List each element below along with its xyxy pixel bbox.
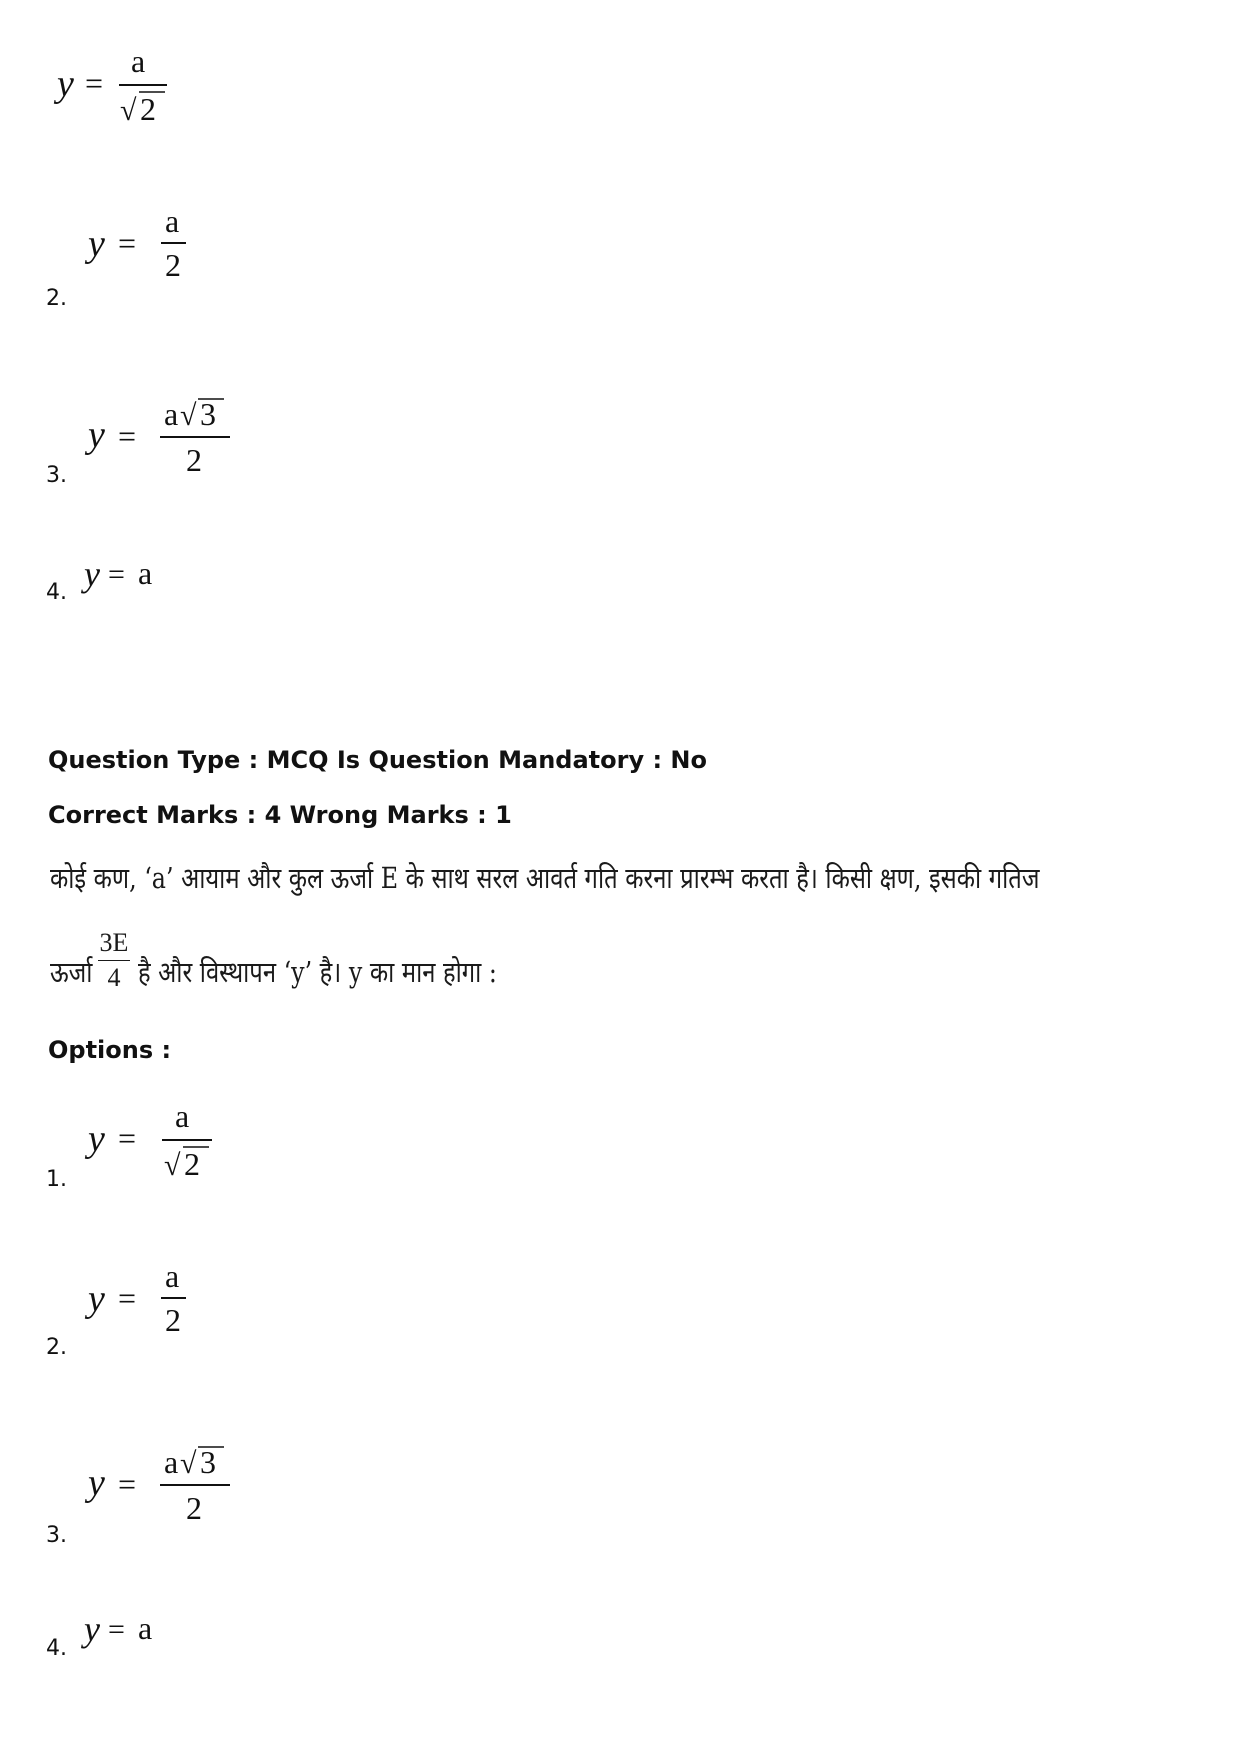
rhs-value: a xyxy=(138,1610,153,1646)
equals-sign: = xyxy=(118,225,137,261)
top-option-4-number: 4. xyxy=(46,580,67,605)
option-1-formula xyxy=(82,1095,222,1190)
question-text-line-1: कोई कण, ‘a’ आयाम और कुल ऊर्जा E के साथ सरल आवर्त गति करना प्रारम्भ करता है। किसी क्षण, इसकी गतिज xyxy=(50,861,1040,895)
fraction-denominator: 2 xyxy=(165,247,181,283)
equals-sign: = xyxy=(85,65,104,101)
radical-sign: √ xyxy=(180,1447,197,1480)
radical-sign: √ xyxy=(120,94,137,127)
option-3-number: 3. xyxy=(46,1523,67,1548)
option-2-formula xyxy=(82,1255,202,1345)
question-text-line-2-prefix: ऊर्जा xyxy=(50,955,93,989)
lhs-variable: y xyxy=(84,1609,100,1649)
fraction-denominator: 2 xyxy=(184,1146,200,1182)
top-option-2-number: 2. xyxy=(46,286,67,311)
fraction-denominator: 2 xyxy=(165,1302,181,1338)
equals-sign: = xyxy=(118,1280,137,1316)
lhs-variable: y xyxy=(88,223,105,265)
fraction-denominator: 2 xyxy=(186,1490,202,1526)
lhs-variable: y xyxy=(84,554,100,594)
lhs-variable: y xyxy=(57,63,74,105)
energy-fraction-numerator: 3E xyxy=(99,928,129,957)
top-option-4-formula xyxy=(82,550,182,600)
option-1-number: 1. xyxy=(46,1167,67,1192)
radicand: 3 xyxy=(200,1444,216,1480)
equals-sign: = xyxy=(118,1120,137,1156)
options-label: Options : xyxy=(48,1036,172,1064)
rhs-value: a xyxy=(138,555,153,591)
fraction-numerator: a xyxy=(164,1444,179,1480)
radicand: 3 xyxy=(200,396,216,432)
equals-sign: = xyxy=(118,1466,137,1502)
top-option-3-number: 3. xyxy=(46,463,67,488)
fraction-denominator: 2 xyxy=(140,91,156,127)
equals-sign: = xyxy=(118,418,137,454)
option-4-number: 4. xyxy=(46,1636,67,1661)
equals-sign: = xyxy=(108,558,125,591)
fraction-numerator: a xyxy=(175,1098,190,1134)
lhs-variable: y xyxy=(88,1118,105,1160)
top-option-2-formula xyxy=(82,200,202,290)
question-text-line-2-suffix: है और विस्थापन ‘y’ है। y का मान होगा : xyxy=(138,955,497,989)
lhs-variable: y xyxy=(88,1462,105,1504)
lhs-variable: y xyxy=(88,414,105,456)
fraction-numerator: a xyxy=(165,203,180,239)
fraction-denominator: 2 xyxy=(186,442,202,478)
fraction-numerator: a xyxy=(165,1258,180,1294)
fraction-numerator: a xyxy=(164,396,179,432)
energy-fraction-bar xyxy=(98,960,130,961)
equals-sign: = xyxy=(108,1613,125,1646)
option-3-formula xyxy=(82,1443,242,1538)
option-2-number: 2. xyxy=(46,1335,67,1360)
option-4-formula xyxy=(82,1605,182,1655)
top-option-3-formula xyxy=(82,395,242,490)
energy-fraction xyxy=(96,928,132,993)
top-option-1-formula xyxy=(55,40,195,130)
marks-line: Correct Marks : 4 Wrong Marks : 1 xyxy=(48,801,512,829)
radical-sign: √ xyxy=(164,1149,181,1182)
energy-fraction-denominator: 4 xyxy=(107,963,121,992)
fraction-numerator: a xyxy=(131,43,146,79)
question-type-line: Question Type : MCQ Is Question Mandatory : No xyxy=(48,746,707,774)
radical-sign: √ xyxy=(180,399,197,432)
lhs-variable: y xyxy=(88,1278,105,1320)
